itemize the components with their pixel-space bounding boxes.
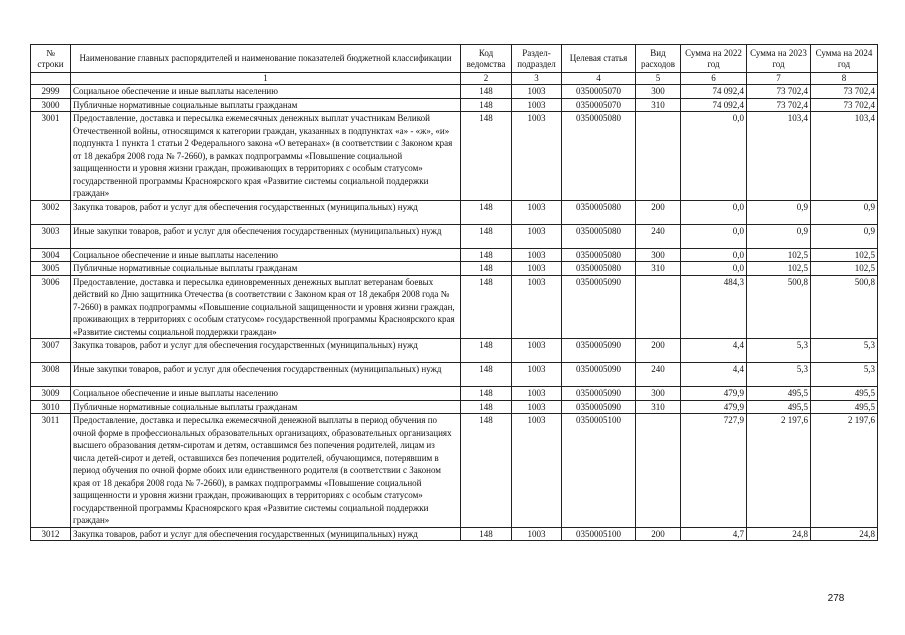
budget-table bbox=[30, 44, 878, 541]
column-number: 1 bbox=[71, 73, 461, 85]
row-name: Иные закупки товаров, работ и услуг для обеспечения государственных (муниципальных) нужд bbox=[71, 363, 461, 387]
row-section: 1003 bbox=[512, 112, 562, 201]
row-target-item: 0350005090 bbox=[562, 387, 636, 401]
row-section: 1003 bbox=[512, 275, 562, 339]
row-target-item: 0350005080 bbox=[562, 248, 636, 262]
column-number: 8 bbox=[811, 73, 878, 85]
row-target-item: 0350005080 bbox=[562, 262, 636, 276]
row-target-item: 0350005090 bbox=[562, 400, 636, 414]
row-sum-2023: 500,8 bbox=[747, 275, 811, 339]
table-row bbox=[31, 387, 878, 401]
table-row bbox=[31, 98, 878, 112]
row-target-item: 0350005090 bbox=[562, 363, 636, 387]
column-number-row bbox=[31, 73, 878, 85]
row-sum-2024: 24,8 bbox=[811, 527, 878, 541]
row-name: Закупка товаров, работ и услуг для обеспечения государственных (муниципальных) нужд bbox=[71, 527, 461, 541]
row-sum-2022: 74 092,4 bbox=[681, 85, 747, 99]
column-number: 5 bbox=[636, 73, 681, 85]
row-name: Публичные нормативные социальные выплаты гражданам bbox=[71, 98, 461, 112]
row-department-code: 148 bbox=[461, 339, 512, 363]
row-sum-2022: 4,4 bbox=[681, 363, 747, 387]
row-name: Публичные нормативные социальные выплаты гражданам bbox=[71, 400, 461, 414]
row-target-item: 0350005090 bbox=[562, 275, 636, 339]
row-department-code: 148 bbox=[461, 262, 512, 276]
row-sum-2023: 24,8 bbox=[747, 527, 811, 541]
row-section: 1003 bbox=[512, 400, 562, 414]
table-row bbox=[31, 224, 878, 248]
row-expense-type: 240 bbox=[636, 224, 681, 248]
row-number: 2999 bbox=[31, 85, 71, 99]
row-sum-2024: 5,3 bbox=[811, 339, 878, 363]
row-sum-2022: 4,4 bbox=[681, 339, 747, 363]
row-expense-type: 200 bbox=[636, 339, 681, 363]
row-target-item: 0350005070 bbox=[562, 98, 636, 112]
row-sum-2024: 5,3 bbox=[811, 363, 878, 387]
table-row bbox=[31, 363, 878, 387]
header-sum-2023: Сумма на 2023 год bbox=[747, 45, 811, 73]
header-department-code: Код ведомства bbox=[461, 45, 512, 73]
row-number: 3010 bbox=[31, 400, 71, 414]
row-sum-2024: 500,8 bbox=[811, 275, 878, 339]
row-target-item: 0350005080 bbox=[562, 112, 636, 201]
row-number: 3008 bbox=[31, 363, 71, 387]
row-expense-type bbox=[636, 414, 681, 528]
row-name: Публичные нормативные социальные выплаты гражданам bbox=[71, 262, 461, 276]
row-sum-2024: 102,5 bbox=[811, 248, 878, 262]
row-sum-2022: 0,0 bbox=[681, 262, 747, 276]
row-expense-type: 200 bbox=[636, 527, 681, 541]
row-sum-2023: 0,9 bbox=[747, 224, 811, 248]
row-number: 3011 bbox=[31, 414, 71, 528]
row-name: Социальное обеспечение и иные выплаты населению bbox=[71, 248, 461, 262]
row-expense-type: 310 bbox=[636, 400, 681, 414]
row-department-code: 148 bbox=[461, 387, 512, 401]
header-expense-type: Вид расходов bbox=[636, 45, 681, 73]
table-row bbox=[31, 112, 878, 201]
column-number bbox=[31, 73, 71, 85]
row-department-code: 148 bbox=[461, 275, 512, 339]
row-section: 1003 bbox=[512, 224, 562, 248]
table-row bbox=[31, 527, 878, 541]
row-department-code: 148 bbox=[461, 363, 512, 387]
row-sum-2022: 727,9 bbox=[681, 414, 747, 528]
table-row bbox=[31, 85, 878, 99]
row-sum-2023: 0,9 bbox=[747, 200, 811, 224]
row-sum-2024: 495,5 bbox=[811, 387, 878, 401]
column-number: 3 bbox=[512, 73, 562, 85]
row-department-code: 148 bbox=[461, 248, 512, 262]
row-target-item: 0350005080 bbox=[562, 200, 636, 224]
header-name: Наименование главных распорядителей и наименование показателей бюджетной классификации bbox=[71, 45, 461, 73]
row-number: 3002 bbox=[31, 200, 71, 224]
row-name: Социальное обеспечение и иные выплаты населению bbox=[71, 85, 461, 99]
row-sum-2022: 0,0 bbox=[681, 224, 747, 248]
row-sum-2023: 5,3 bbox=[747, 363, 811, 387]
column-number: 4 bbox=[562, 73, 636, 85]
row-department-code: 148 bbox=[461, 98, 512, 112]
row-sum-2024: 0,9 bbox=[811, 200, 878, 224]
row-expense-type bbox=[636, 275, 681, 339]
row-number: 3004 bbox=[31, 248, 71, 262]
row-name: Предоставление, доставка и пересылка ежемесячной денежной выплаты в период обучения по очной форме в профессиональных образовательных организациях, образовательных организациях высшего образования детям-сиротам и детям, оставшимся без попечения родителей, лицам из числа детей-сирот и детей, оставшихся без попечения родителей, обучающимся, потерявшим в период обучения по очной форме обоих или единственного родителя (в соответствии с Законом края от 18 декабря 2008 года № 7-2660), в рамках подпрограммы «Повышение социальной защищенности и уровня жизни граждан, проживающих в территориях с особым статусом» государственной программы Красноярского края «Развитие системы социальной поддержки граждан» bbox=[71, 414, 461, 528]
row-sum-2023: 495,5 bbox=[747, 400, 811, 414]
table-body bbox=[31, 85, 878, 541]
table-row bbox=[31, 339, 878, 363]
row-target-item: 0350005100 bbox=[562, 527, 636, 541]
row-expense-type: 300 bbox=[636, 248, 681, 262]
table-row bbox=[31, 414, 878, 528]
row-department-code: 148 bbox=[461, 527, 512, 541]
table-row bbox=[31, 200, 878, 224]
row-name: Социальное обеспечение и иные выплаты населению bbox=[71, 387, 461, 401]
row-expense-type: 300 bbox=[636, 85, 681, 99]
row-department-code: 148 bbox=[461, 200, 512, 224]
row-name: Предоставление, доставка и пересылка единовременных денежных выплат ветеранам боевых действий ко Дню защитника Отечества (в соответствии с Законом края от 18 декабря 2008 года № 7-2660) в рамках подпрограммы «Повышение социальной защищенности и уровня жизни граждан, проживающих в территориях с особым статусом» государственной программы Красноярского края «Развитие системы социальной поддержки граждан» bbox=[71, 275, 461, 339]
row-target-item: 0350005090 bbox=[562, 339, 636, 363]
row-sum-2024: 2 197,6 bbox=[811, 414, 878, 528]
header-row-number: № строки bbox=[31, 45, 71, 73]
row-sum-2022: 0,0 bbox=[681, 112, 747, 201]
row-sum-2023: 5,3 bbox=[747, 339, 811, 363]
row-section: 1003 bbox=[512, 339, 562, 363]
row-sum-2023: 2 197,6 bbox=[747, 414, 811, 528]
row-sum-2023: 102,5 bbox=[747, 248, 811, 262]
row-department-code: 148 bbox=[461, 85, 512, 99]
row-section: 1003 bbox=[512, 98, 562, 112]
row-name: Иные закупки товаров, работ и услуг для обеспечения государственных (муниципальных) нужд bbox=[71, 224, 461, 248]
column-number: 2 bbox=[461, 73, 512, 85]
row-sum-2023: 102,5 bbox=[747, 262, 811, 276]
row-sum-2022: 4,7 bbox=[681, 527, 747, 541]
row-department-code: 148 bbox=[461, 224, 512, 248]
row-sum-2022: 0,0 bbox=[681, 200, 747, 224]
row-section: 1003 bbox=[512, 414, 562, 528]
row-sum-2024: 495,5 bbox=[811, 400, 878, 414]
row-expense-type bbox=[636, 112, 681, 201]
row-name: Закупка товаров, работ и услуг для обеспечения государственных (муниципальных) нужд bbox=[71, 339, 461, 363]
row-number: 3001 bbox=[31, 112, 71, 201]
row-sum-2024: 0,9 bbox=[811, 224, 878, 248]
page-number: 278 bbox=[827, 593, 845, 604]
row-section: 1003 bbox=[512, 262, 562, 276]
row-sum-2024: 73 702,4 bbox=[811, 98, 878, 112]
table-row bbox=[31, 275, 878, 339]
row-name: Закупка товаров, работ и услуг для обеспечения государственных (муниципальных) нужд bbox=[71, 200, 461, 224]
row-section: 1003 bbox=[512, 387, 562, 401]
row-sum-2023: 73 702,4 bbox=[747, 98, 811, 112]
row-target-item: 0350005100 bbox=[562, 414, 636, 528]
row-expense-type: 300 bbox=[636, 387, 681, 401]
table-header bbox=[31, 45, 878, 85]
row-number: 3007 bbox=[31, 339, 71, 363]
row-department-code: 148 bbox=[461, 414, 512, 528]
row-number: 3012 bbox=[31, 527, 71, 541]
header-sum-2024: Сумма на 2024 год bbox=[811, 45, 878, 73]
row-expense-type: 240 bbox=[636, 363, 681, 387]
row-section: 1003 bbox=[512, 248, 562, 262]
table-row bbox=[31, 400, 878, 414]
row-target-item: 0350005080 bbox=[562, 224, 636, 248]
column-number: 6 bbox=[681, 73, 747, 85]
row-number: 3003 bbox=[31, 224, 71, 248]
row-target-item: 0350005070 bbox=[562, 85, 636, 99]
row-sum-2024: 103,4 bbox=[811, 112, 878, 201]
row-sum-2022: 74 092,4 bbox=[681, 98, 747, 112]
row-sum-2023: 73 702,4 bbox=[747, 85, 811, 99]
row-sum-2022: 479,9 bbox=[681, 400, 747, 414]
row-sum-2022: 0,0 bbox=[681, 248, 747, 262]
row-section: 1003 bbox=[512, 85, 562, 99]
row-number: 3006 bbox=[31, 275, 71, 339]
row-number: 3005 bbox=[31, 262, 71, 276]
row-sum-2024: 102,5 bbox=[811, 262, 878, 276]
row-expense-type: 310 bbox=[636, 98, 681, 112]
row-sum-2024: 73 702,4 bbox=[811, 85, 878, 99]
row-number: 3009 bbox=[31, 387, 71, 401]
row-sum-2022: 484,3 bbox=[681, 275, 747, 339]
column-number: 7 bbox=[747, 73, 811, 85]
row-department-code: 148 bbox=[461, 400, 512, 414]
row-number: 3000 bbox=[31, 98, 71, 112]
row-department-code: 148 bbox=[461, 112, 512, 201]
row-section: 1003 bbox=[512, 527, 562, 541]
table-row bbox=[31, 248, 878, 262]
table-row bbox=[31, 262, 878, 276]
row-expense-type: 200 bbox=[636, 200, 681, 224]
row-name: Предоставление, доставка и пересылка ежемесячных денежных выплат участникам Великой Отечественной войны, относящимся к категории граждан, указанных в подпунктах «а» - «ж», «и» подпункта 1 пункта 1 статьи 2 Федерального закона «О ветеранах» (в соответствии с Законом края от 18 декабря 2008 года № 7-2660), в рамках подпрограммы «Повышение социальной защищенности и уровня жизни граждан, проживающих в территориях с особым статусом» государственной программы Красноярского края «Развитие системы социальной поддержки граждан» bbox=[71, 112, 461, 201]
row-section: 1003 bbox=[512, 200, 562, 224]
row-expense-type: 310 bbox=[636, 262, 681, 276]
header-sum-2022: Сумма на 2022 год bbox=[681, 45, 747, 73]
row-sum-2023: 103,4 bbox=[747, 112, 811, 201]
row-sum-2022: 479,9 bbox=[681, 387, 747, 401]
header-target-item: Целевая статья bbox=[562, 45, 636, 73]
row-section: 1003 bbox=[512, 363, 562, 387]
header-section: Раздел- подраздел bbox=[512, 45, 562, 73]
row-sum-2023: 495,5 bbox=[747, 387, 811, 401]
